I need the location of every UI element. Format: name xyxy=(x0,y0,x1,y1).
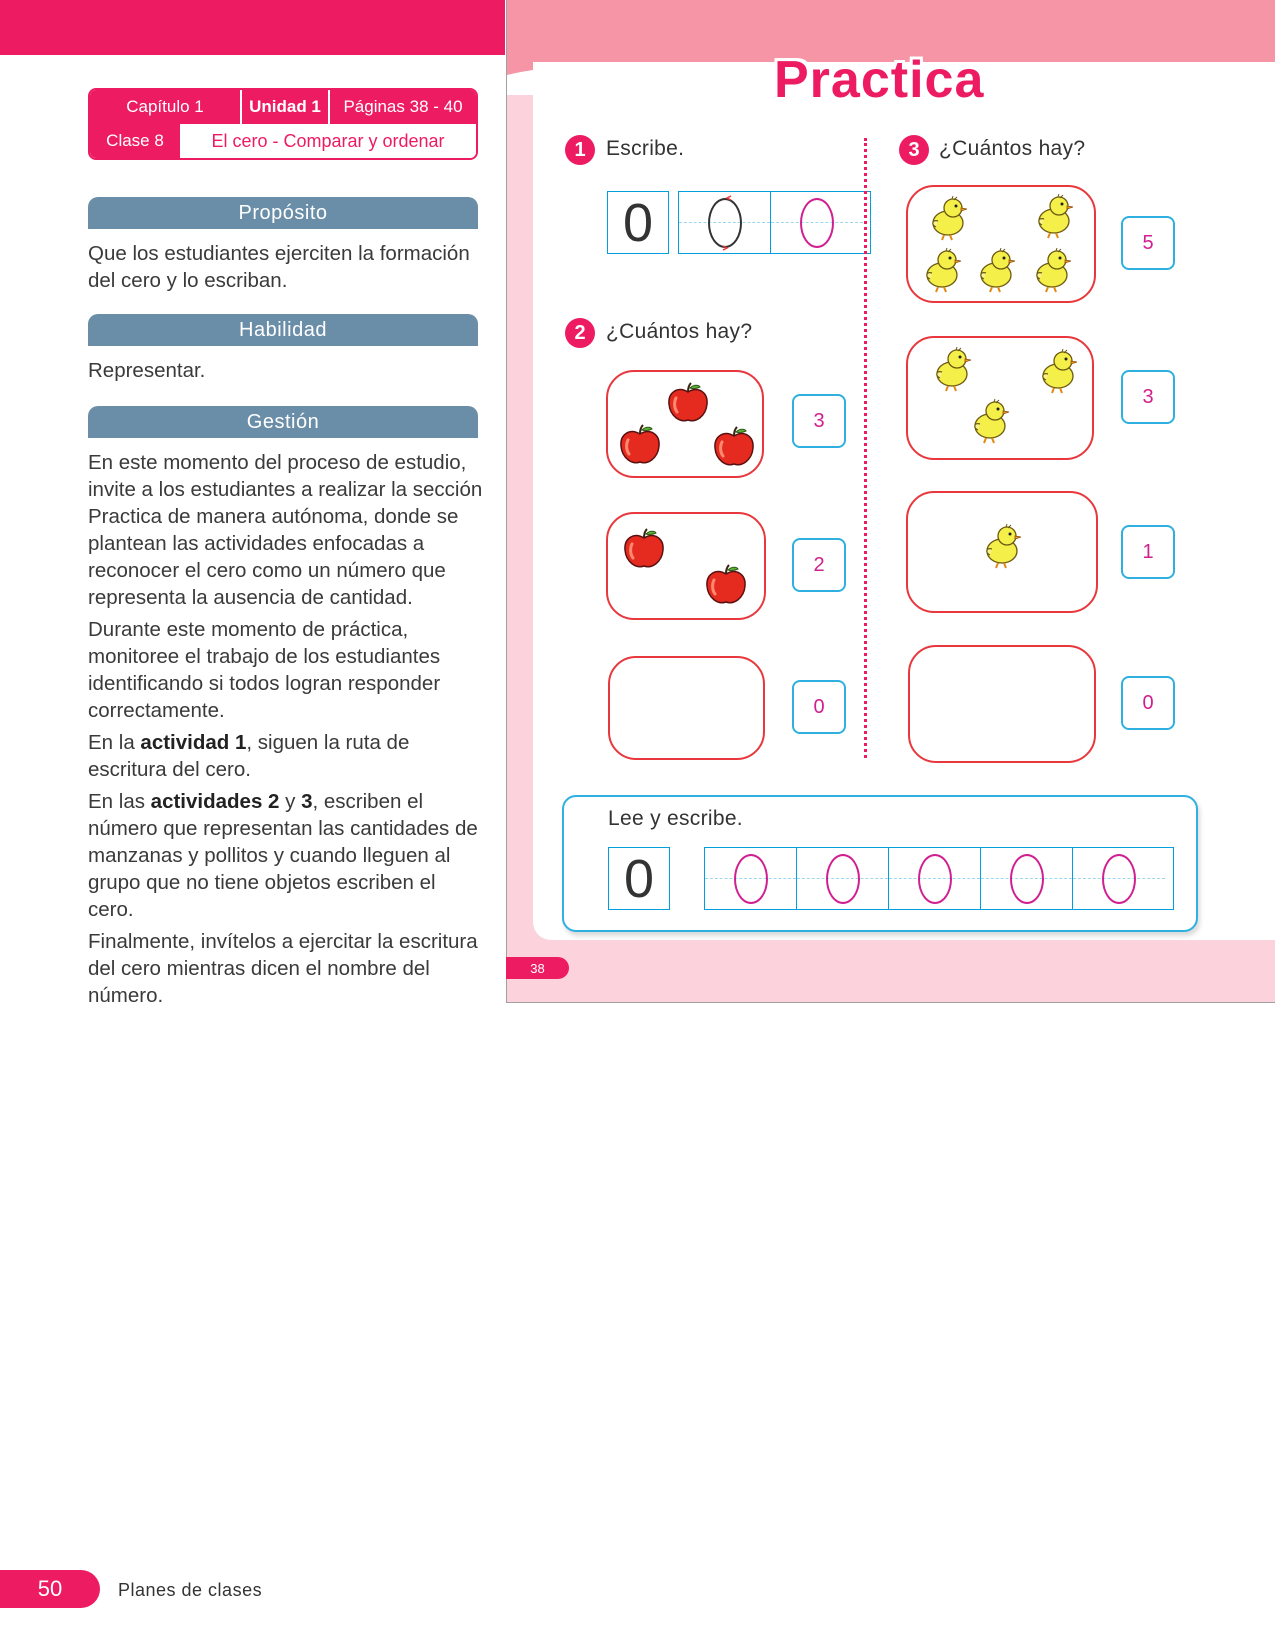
management-heading: Gestión xyxy=(88,406,478,438)
footer-page-number: 50 xyxy=(0,1570,100,1608)
header-row-2 xyxy=(90,124,476,158)
unit-label: Unidad 1 xyxy=(242,90,330,124)
chick-icon xyxy=(1032,193,1078,239)
q3-answer-2[interactable]: 3 xyxy=(1121,370,1175,424)
dotted-zero xyxy=(734,854,768,904)
chick-icon xyxy=(926,195,972,241)
q2-answer-3[interactable]: 0 xyxy=(792,680,846,734)
stroke-arrow-icon xyxy=(707,192,747,254)
q1-trace-cell-1[interactable] xyxy=(679,192,771,253)
q1-trace-boxes xyxy=(678,191,871,254)
purpose-heading: Propósito xyxy=(88,197,478,229)
chick-icon xyxy=(930,346,976,392)
q2-answer-1[interactable]: 3 xyxy=(792,394,846,448)
chick-icon xyxy=(1030,247,1076,293)
trace-cell-4[interactable] xyxy=(981,848,1073,909)
apple-icon xyxy=(704,564,748,606)
q1-number-badge: 1 xyxy=(565,135,595,165)
p4-pre: En las xyxy=(88,790,151,813)
q1-label: Escribe. xyxy=(606,137,685,160)
dotted-zero xyxy=(1102,854,1136,904)
skill-text xyxy=(88,357,483,389)
q3-group-empty xyxy=(908,645,1096,763)
apple-icon xyxy=(618,424,662,466)
read-and-write-trace-boxes xyxy=(704,847,1174,910)
chick-icon xyxy=(968,398,1014,444)
read-and-write-model-zero: 0 xyxy=(608,847,670,910)
q3-group-three-chicks xyxy=(906,336,1094,460)
q2-label: ¿Cuántos hay? xyxy=(606,320,753,343)
p3-post: , siguen la ruta de escritura del cero. xyxy=(88,731,410,781)
footer-label: Planes de clases xyxy=(118,1580,263,1600)
dotted-zero xyxy=(918,854,952,904)
chapter-label: Capítulo 1 xyxy=(90,90,242,124)
p3-bold: actividad 1 xyxy=(140,731,247,754)
topic-label: El cero - Comparar y ordenar xyxy=(211,130,445,151)
q3-answer-1[interactable]: 5 xyxy=(1121,216,1175,270)
q1-trace-cell-2[interactable] xyxy=(771,192,863,253)
q2-number-badge: 2 xyxy=(565,318,595,348)
dotted-zero xyxy=(800,198,834,248)
chick-icon xyxy=(920,247,966,293)
trace-cell-5[interactable] xyxy=(1073,848,1165,909)
apple-icon xyxy=(712,426,756,468)
management-paragraph-3 xyxy=(88,729,483,783)
q3-group-five-chicks xyxy=(906,185,1096,303)
chick-icon xyxy=(1036,348,1082,394)
q3-number-badge: 3 xyxy=(899,135,929,165)
q1-model-zero: 0 xyxy=(607,191,669,254)
lesson-label: Clase 8 xyxy=(90,124,180,158)
apple-icon xyxy=(666,382,710,424)
q2-group-empty xyxy=(608,656,765,760)
q3-answer-3[interactable]: 1 xyxy=(1121,525,1175,579)
skill-heading: Habilidad xyxy=(88,314,478,346)
practice-title: Practica xyxy=(774,51,985,109)
management-paragraph-2: Durante este momento de práctica, monitoree el trabajo de los estudiantes identificando si todos logran responder correctamente. xyxy=(88,618,441,722)
management-text xyxy=(88,449,483,1014)
student-page-number: 38 xyxy=(506,957,569,979)
column-divider xyxy=(864,138,867,758)
header-row-1 xyxy=(90,90,476,124)
top-accent-bar xyxy=(0,0,505,55)
trace-cell-3[interactable] xyxy=(889,848,981,909)
management-paragraph-1: En este momento del proceso de estudio, invite a los estudiantes a realizar la sección Practica de manera autónoma, donde se plantean las actividades enfocadas a reconocer el cero como un número que representa la ausencia de cantidad. xyxy=(88,451,483,609)
skill-paragraph: Representar. xyxy=(88,359,206,382)
purpose-text xyxy=(88,240,483,299)
p4-mid: y xyxy=(279,790,302,813)
read-and-write-card xyxy=(562,795,1198,932)
lesson-header-table xyxy=(88,88,478,160)
p4-bold-2: 3 xyxy=(301,790,313,813)
trace-cell-1[interactable] xyxy=(705,848,797,909)
management-paragraph-4 xyxy=(88,788,483,923)
trace-cell-2[interactable] xyxy=(797,848,889,909)
dotted-zero xyxy=(826,854,860,904)
q2-group-two-apples xyxy=(606,512,766,620)
dotted-zero xyxy=(1010,854,1044,904)
q2-answer-2[interactable]: 2 xyxy=(792,538,846,592)
pages-label: Páginas 38 - 40 xyxy=(343,97,463,116)
management-paragraph-5: Finalmente, invítelos a ejercitar la escritura del cero mientras dicen el nombre del número. xyxy=(88,930,478,1007)
q3-group-one-chick xyxy=(906,491,1098,613)
purpose-paragraph: Que los estudiantes ejerciten la formación del cero y lo escriban. xyxy=(88,242,470,292)
p4-post: , escriben el número que representan las cantidades de manzanas y pollitos y cuando lleguen al grupo que no tiene objetos escriben el cero. xyxy=(88,790,478,921)
read-and-write-label: Lee y escribe. xyxy=(608,807,743,830)
p4-bold-1: actividades 2 xyxy=(150,790,280,813)
p3-pre: En la xyxy=(88,731,141,754)
chick-icon xyxy=(974,247,1020,293)
q2-group-three-apples xyxy=(606,370,764,478)
apple-icon xyxy=(622,528,666,570)
chick-icon xyxy=(980,523,1026,569)
q3-answer-4[interactable]: 0 xyxy=(1121,676,1175,730)
q3-label: ¿Cuántos hay? xyxy=(939,137,1086,160)
